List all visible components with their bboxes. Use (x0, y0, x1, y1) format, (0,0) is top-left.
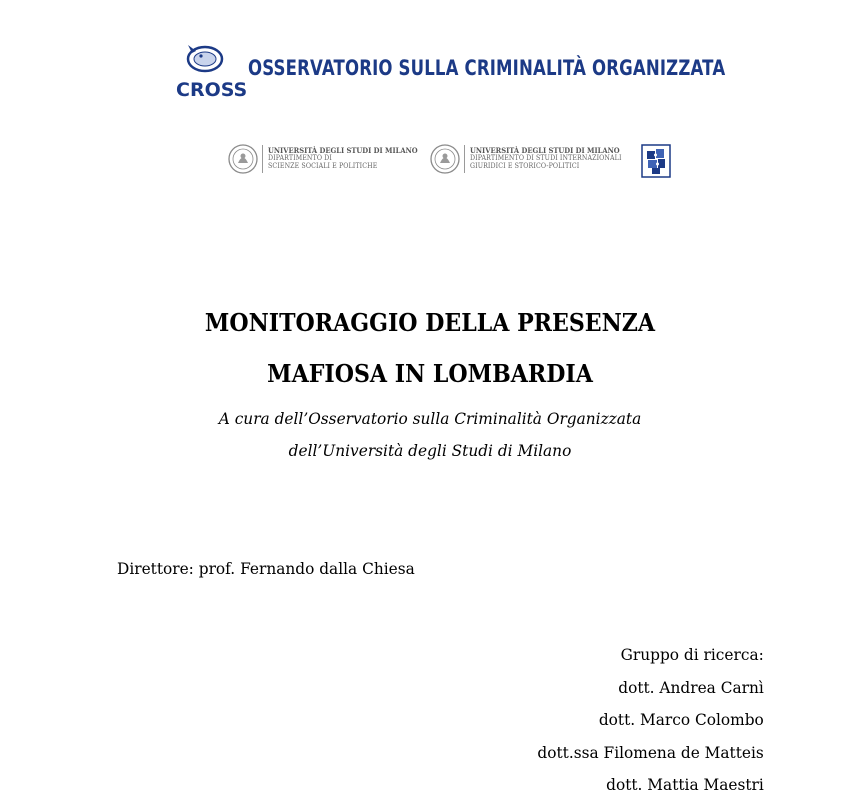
cross-logo-text: CROSS (176, 79, 248, 101)
department-line: DIPARTIMENTO DI STUDI INTERNAZIONALI (470, 154, 622, 163)
university-name: UNIVERSITÀ DEGLI STUDI DI MILANO (268, 146, 418, 156)
research-group-heading: Gruppo di ricerca: (620, 645, 764, 664)
research-group-member: dott. Mattia Maestri (606, 775, 764, 794)
puzzle-logo-icon (641, 144, 671, 178)
department-line: SCIENZE SOCIALI E POLITICHE (268, 162, 378, 171)
university-seal-icon (430, 144, 460, 174)
university-logo-2 (430, 142, 638, 176)
research-group-member: dott.ssa Filomena de Matteis (537, 742, 764, 762)
document-title-line-1: MONITORAGGIO DELLA PRESENZA (204, 308, 656, 337)
document-subtitle-line-1: A cura dell’Osservatorio sulla Criminalità Organizzata (218, 409, 642, 428)
research-group (528, 645, 764, 808)
logo-divider (262, 145, 263, 173)
cross-logo (174, 42, 248, 102)
department-line: DIPARTIMENTO DI (268, 154, 332, 163)
logo-divider (464, 145, 465, 173)
department-line: GIURIDICI E STORICO-POLITICI (470, 162, 580, 171)
observatory-title: OSSERVATORIO SULLA CRIMINALITÀ ORGANIZZATA (248, 56, 726, 81)
university-name: UNIVERSITÀ DEGLI STUDI DI MILANO (470, 146, 620, 156)
document-title-line-2: MAFIOSA IN LOMBARDIA (267, 359, 593, 388)
research-group-member: dott. Marco Colombo (599, 710, 764, 729)
university-logo-1 (228, 142, 434, 176)
university-seal-icon (228, 144, 258, 174)
research-group-member: dott. Andrea Carnì (618, 677, 764, 697)
document-subtitle-line-2: dell’Università degli Studi di Milano (288, 441, 572, 460)
director-line: Direttore: prof. Fernando dalla Chiesa (117, 559, 415, 578)
